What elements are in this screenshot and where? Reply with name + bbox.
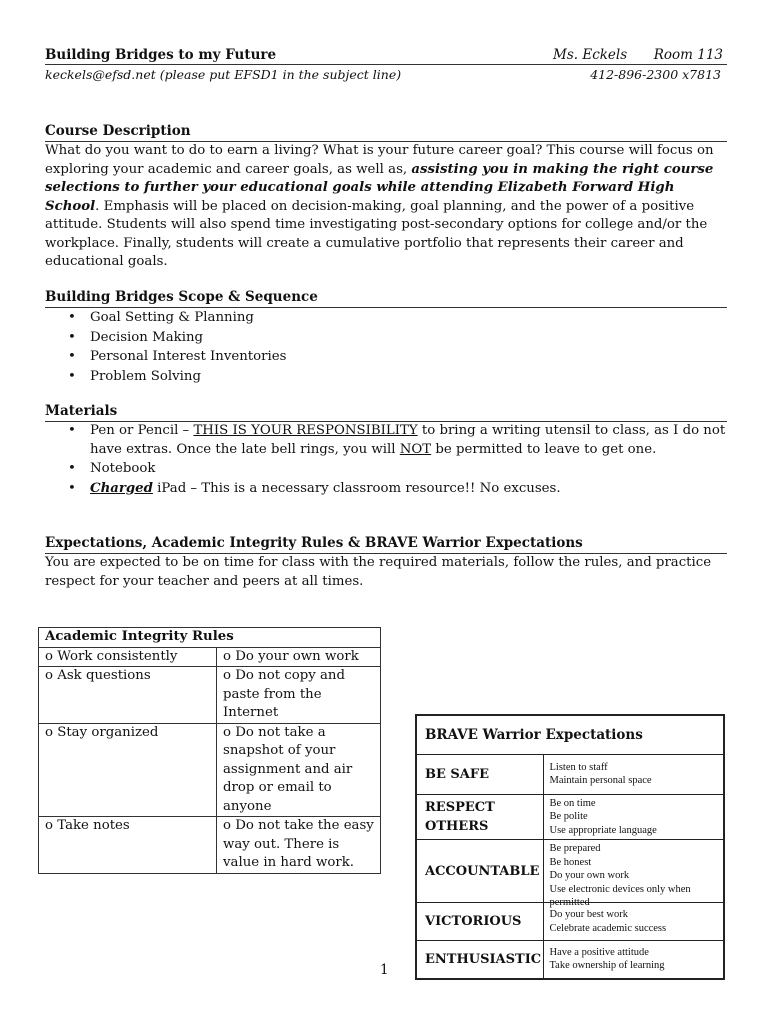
scope-sequence-section — [45, 288, 727, 386]
brave-item: Have a positive attitude — [549, 946, 649, 958]
brave-expectations-table — [415, 714, 725, 980]
room-number: Room 113 — [653, 47, 723, 63]
brave-label: BE SAFE — [416, 754, 543, 794]
list-item: • Personal Interest Inventories — [68, 347, 727, 367]
list-item — [68, 422, 727, 459]
table-row — [416, 715, 724, 754]
material-ipad-text: iPad – This is a necessary classroom resource!! No excuses. — [152, 480, 561, 496]
academic-integrity-table — [38, 627, 381, 874]
table-cell: o Take notes — [39, 817, 217, 874]
brave-item: Use electronic devices only when permitted — [549, 883, 691, 908]
table-cell: o Do not take a snapshot of your assignment and air drop or email to anyone — [217, 723, 381, 817]
header-row-contact — [45, 65, 727, 84]
brave-item: Listen to staff — [549, 761, 608, 773]
table-row — [39, 723, 381, 817]
list-item: • Notebook — [68, 459, 727, 479]
course-title: Building Bridges to my Future — [45, 47, 277, 63]
table-cell: o Do not copy and paste from the Internet — [217, 667, 381, 724]
responsibility-emphasis: THIS IS YOUR RESPONSIBILITY — [193, 423, 418, 438]
brave-items — [543, 903, 724, 941]
table-row — [416, 840, 724, 903]
brave-label: ACCOUNTABLE — [416, 840, 543, 903]
brave-items — [543, 794, 724, 840]
table-cell: o Ask questions — [39, 667, 217, 724]
list-item: • Decision Making — [68, 328, 727, 348]
table-row — [416, 754, 724, 794]
material-pen-text-c: be permitted to leave to get one. — [431, 441, 657, 457]
brave-item: Be on time — [549, 797, 596, 809]
brave-item: Be polite — [549, 811, 588, 822]
charged-emphasis: Charged — [90, 480, 153, 496]
course-description-part1: What do you want to do to earn a living? What is your future career goal? This course will focus on exploring your academic and career goals, as well as, — [45, 143, 714, 177]
teacher-email: keckels@efsd.net (please put EFSD1 in the subject line) — [45, 67, 402, 82]
table-row — [39, 628, 381, 648]
page-number: 1 — [380, 962, 389, 978]
brave-label: RESPECT OTHERS — [416, 794, 543, 840]
course-description-part2: . Emphasis will be placed on decision-making, goal planning, and the power of a positive attitude. Students will also spend time investigating post-secondary options for college and/or the workplace. Finally, students will create a cumulative portfolio that represents their career and educational goals. — [45, 198, 708, 269]
table-row — [39, 647, 381, 667]
table-row — [416, 794, 724, 840]
material-pen-text-b: to bring a writing utensil to class, as I do not have extras. Once the late bell rings, you will — [90, 423, 726, 457]
materials-heading: Materials — [45, 402, 727, 422]
brave-label: VICTORIOUS — [416, 903, 543, 941]
list-item — [68, 479, 727, 499]
course-description-section — [45, 122, 727, 272]
brave-item: Use appropriate language — [549, 824, 657, 836]
brave-items — [543, 840, 724, 908]
expectations-section — [45, 534, 727, 591]
table-cell: o Do not take the easy way out. There is value in hard work. — [217, 817, 381, 874]
academic-integrity-heading: Academic Integrity Rules — [39, 628, 381, 648]
table-row — [39, 667, 381, 724]
scope-sequence-heading: Building Bridges Scope & Sequence — [45, 288, 727, 308]
table-row — [416, 941, 724, 979]
brave-item: Celebrate academic success — [549, 922, 667, 934]
table-row — [39, 817, 381, 874]
teacher-name: Ms. Eckels — [553, 47, 628, 63]
table-cell: o Stay organized — [39, 723, 217, 817]
brave-item: Maintain personal space — [549, 775, 652, 786]
brave-item: Be honest — [549, 856, 592, 868]
course-description-text — [45, 142, 727, 272]
header-row-top — [45, 46, 727, 65]
materials-section — [45, 402, 727, 498]
expectations-text: You are expected to be on time for class with the required materials, follow the rules, and practice respect for your teacher and peers at all times. — [45, 555, 712, 589]
brave-item: Do your own work — [549, 870, 630, 881]
table-row — [416, 903, 724, 941]
not-emphasis: NOT — [399, 441, 432, 457]
scope-sequence-list — [68, 308, 727, 386]
material-pen-text-a: Pen or Pencil – — [90, 423, 194, 438]
materials-list — [68, 422, 727, 498]
expectations-heading: Expectations, Academic Integrity Rules & BRAVE Warrior Expectations — [45, 534, 727, 554]
table-cell: o Work consistently — [39, 647, 217, 667]
table-cell: o Do your own work — [217, 647, 381, 667]
list-item: • Goal Setting & Planning — [68, 308, 727, 328]
brave-item: Do your best work — [549, 909, 628, 920]
brave-heading: BRAVE Warrior Expectations — [416, 715, 724, 754]
brave-items — [543, 754, 724, 794]
brave-item: Take ownership of learning — [549, 960, 665, 972]
course-description-heading: Course Description — [45, 122, 727, 142]
brave-items — [543, 941, 724, 979]
course-description-emphasis: assisting you in making the right course selections to further your educational goals while attending Elizabeth Forward High School — [45, 161, 714, 214]
teacher-phone: 412-896-2300 x7813 — [590, 67, 721, 82]
brave-item: Be prepared — [549, 843, 601, 854]
list-item: • Problem Solving — [68, 367, 727, 387]
document-header — [45, 46, 727, 84]
brave-items-clip — [549, 842, 720, 908]
brave-label: ENTHUSIASTIC — [416, 941, 543, 979]
